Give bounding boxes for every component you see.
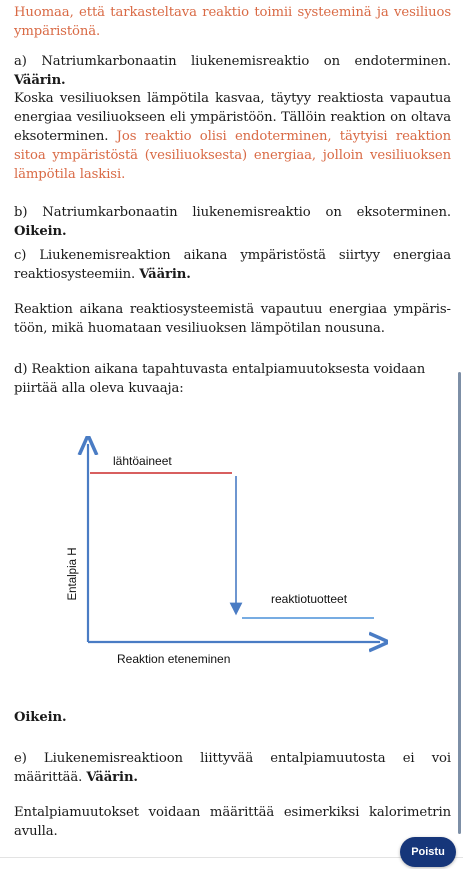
reactants-label: lähtöaineet	[113, 454, 172, 468]
verdict-b: Oikein.	[14, 224, 67, 239]
statement-b	[14, 203, 451, 241]
y-axis-label: Entalpia H	[67, 547, 79, 601]
verdict-e: Väärin.	[86, 770, 138, 785]
verdict-d	[14, 708, 67, 727]
explanation-a	[14, 89, 451, 184]
products-label: reaktiotuotteet	[271, 592, 348, 606]
divider	[0, 857, 463, 858]
verdict-c: Väärin.	[139, 267, 191, 282]
statement-e	[14, 749, 451, 787]
x-axis-label: Reaktion eteneminen	[117, 652, 231, 666]
scrollbar-thumb[interactable]	[458, 372, 461, 834]
statement-c	[14, 246, 451, 284]
statement-d: d) Reaktion aikana tapahtuvasta entalpiamuutoksesta voidaan piirtää alla oleva kuvaaja:	[14, 362, 426, 396]
statement-a-text: a) Natriumkarbonaatin liukenemisreaktio on endoterminen.	[14, 54, 451, 69]
explanation-a-text: Koska vesiliuoksen lämpötila kasvaa, täytyy reaktiosta vapautua energiaa vesiliuokseen eli ympäristöön. Tällöin reaktion on oltava eksoterminen.	[14, 91, 451, 144]
explanation-a-extra: Jos reaktio olisi endoterminen, täytyisi reaktion sitoa ympäristöstä (vesiliuoksesta) energiaa, jolloin vesiliuoksen lämpötila laskisi.	[14, 129, 451, 182]
hint-text: Huomaa, että tarkasteltava reaktio toimii systeeminä ja vesiliuos ympäristönä.	[14, 5, 451, 39]
verdict-d-text: Oikein.	[14, 710, 67, 725]
exit-button[interactable]: Poistu	[400, 837, 456, 867]
verdict-a: Väärin.	[14, 73, 66, 88]
statement-a	[14, 52, 451, 90]
explanation-e: Entalpiamuutokset voidaan määrittää esimerkiksi kalorimetrin avulla.	[14, 805, 451, 839]
explanation-c: Reaktion aikana reaktiosysteemistä vapautuu energiaa ympäristöön, mikä huomataan vesiliuoksen lämpötilan nousuna.	[14, 302, 451, 336]
statement-b-text: b) Natriumkarbonaatin liukenemisreaktio on eksoterminen.	[14, 205, 451, 220]
statement-e-text: e) Liukenemisreaktioon liittyvää entalpiamuutosta ei voi määrittää.	[14, 751, 451, 785]
enthalpy-chart	[58, 436, 388, 672]
statement-c-text: c) Liukenemisreaktion aikana ympäristöstä siirtyy energiaa reaktiosysteemiin.	[14, 248, 451, 282]
